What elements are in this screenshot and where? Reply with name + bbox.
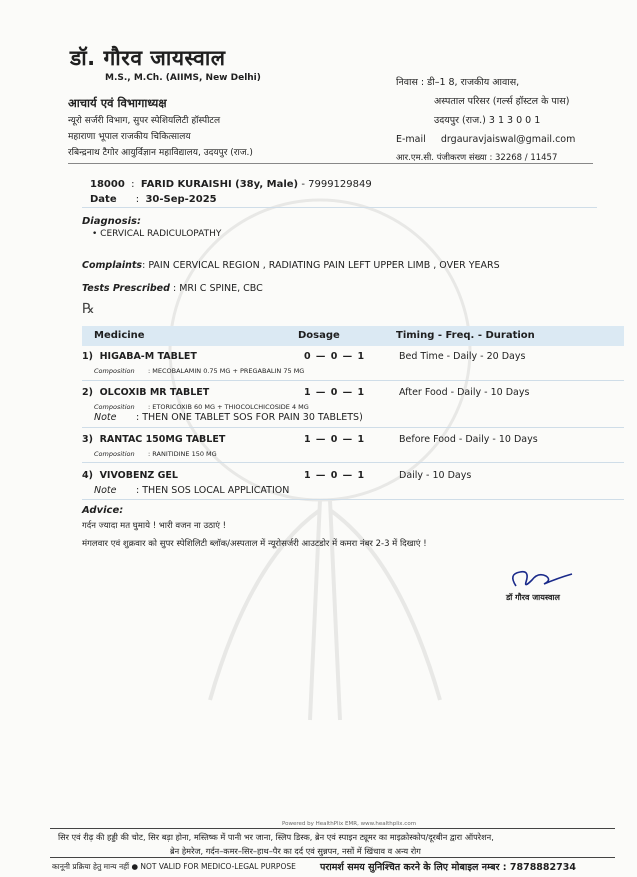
rx-icon: ℞ — [82, 301, 95, 317]
medicine-name: HIGABA-M TABLET — [99, 351, 197, 362]
medicine-note: Note : THEN SOS LOCAL APPLICATION — [94, 485, 290, 496]
signature-name: डॉ गौरव जायस्वाल — [506, 593, 560, 602]
patient-phone: 7999129849 — [308, 179, 372, 190]
tests-label: Tests Prescribed — [82, 283, 170, 294]
row-divider — [82, 499, 624, 500]
address-line-3: उदयपुर (राज.) 3 1 3 0 0 1 — [434, 115, 541, 126]
medicine-dosage: 1 — 0 — 1 — [304, 387, 366, 398]
complaints — [82, 260, 500, 271]
row-divider — [82, 427, 624, 428]
footer-divider — [50, 828, 615, 829]
diagnosis-heading: Diagnosis: — [82, 216, 141, 227]
footer-services-line-1: सिर एवं रीढ़ की हड्डी की चोट, सिर बड़ा होना, मस्तिष्क में पानी भर जाना, स्लिप डिस्क, ब्रेन एवं स्पाइन ट्यूमर का माइक्रोस्कोप/दूरबीन द्वारा ऑपरेशन, — [58, 832, 494, 842]
signature-icon — [506, 566, 576, 592]
medicine-table-header — [82, 326, 624, 346]
medicine-timing: Daily - 10 Days — [399, 470, 472, 481]
visit-date: 30-Sep-2025 — [145, 194, 217, 205]
address-line-2: अस्पताल परिसर (गर्ल्स हॉस्टल के पास) — [434, 96, 570, 107]
footer-divider — [50, 857, 615, 858]
complaints-text: : PAIN CERVICAL REGION , RADIATING PAIN LEFT UPPER LIMB , OVER YEARS — [142, 260, 500, 271]
footer-services-line-2: ब्रेन हेमरेज, गर्दन–कमर–सिर–हाथ–पैर का दर्द एवं सुन्नपन, नसों में खिंचाव व अन्य रोग — [170, 846, 421, 856]
row-divider — [82, 380, 624, 381]
medicine-dosage: 1 — 0 — 1 — [304, 434, 366, 445]
header-timing: Timing - Freq. - Duration — [396, 330, 535, 341]
medicine-name: RANTAC 150MG TABLET — [99, 434, 226, 445]
registration-number: आर.एम.सी. पंजीकरण संख्या : 32268 / 11457 — [396, 153, 558, 163]
header-divider — [68, 163, 593, 164]
legal-disclaimer: कानूनी प्रक्रिया हेतु मान्य नहीं ● NOT VALID FOR MEDICO-LEGAL PURPOSE — [52, 862, 296, 871]
patient-id: 18000 — [90, 179, 125, 190]
address-line-1: डी–1 8, राजकीय आवास, — [427, 77, 520, 88]
header-medicine: Medicine — [94, 330, 145, 341]
medicine-composition: Composition : MECOBALAMIN 0.75 MG + PREGABALIN 75 MG — [94, 367, 305, 375]
powered-by: Powered by HealthPlix EMR, www.healthplix.com — [282, 821, 417, 827]
medicine-name: VIVOBENZ GEL — [99, 470, 178, 481]
medicine-composition: Composition : ETORICOXIB 60 MG + THIOCOLCHICOSIDE 4 MG — [94, 403, 309, 411]
address-block — [396, 73, 575, 168]
diagnosis-item: • CERVICAL RADICULOPATHY — [92, 229, 222, 239]
medicine-timing: Before Food - Daily - 10 Days — [399, 434, 538, 445]
patient-divider — [82, 207, 597, 208]
date-label: Date — [90, 194, 117, 205]
advice-heading: Advice: — [82, 505, 124, 516]
medicine-dosage: 0 — 0 — 1 — [304, 351, 366, 362]
medicine-composition: Composition : RANITIDINE 150 MG — [94, 450, 217, 458]
email-link[interactable]: drgauravjaiswal@gmail.com — [440, 134, 576, 145]
header-dosage: Dosage — [298, 330, 340, 341]
medicine-name: OLCOXIB MR TABLET — [99, 387, 210, 398]
medicine-note: Note : THEN ONE TABLET SOS FOR PAIN 30 TABLETS) — [94, 412, 363, 423]
department-line-2: महाराणा भूपाल राजकीय चिकित्सालय — [68, 132, 191, 142]
complaints-label: Complaints — [82, 260, 143, 271]
medicine-timing: After Food - Daily - 10 Days — [399, 387, 530, 398]
medicine-dosage: 1 — 0 — 1 — [304, 470, 366, 481]
doctor-designation: आचार्य एवं विभागाध्यक्ष — [68, 96, 167, 110]
row-divider — [82, 462, 624, 463]
email-label: E-mail — [396, 134, 426, 145]
advice-line-1: गर्दन ज्यादा मत घुमाये ! भारी वजन ना उठाएं ! — [82, 521, 227, 531]
doctor-name: डॉ. गौरव जायस्वाल — [70, 46, 226, 70]
patient-info: 18000 : FARID KURAISHI (38y, Male) - 7999129849 Date : 30-Sep-2025 — [90, 179, 372, 205]
tests-text: : MRI C SPINE, CBC — [172, 283, 263, 294]
medicine-timing: Bed Time - Daily - 20 Days — [399, 351, 526, 362]
advice-line-2: मंगलवार एवं शुक्रवार को सुपर स्पेशिलिटी ब्लॉक/अस्पताल में न्यूरोसर्जरी आउटडोर में कमरा नंबर 2-3 में दिखाएं ! — [82, 539, 427, 549]
address-label: निवास : — [396, 77, 425, 88]
doctor-qualifications: M.S., M.Ch. (AIIMS, New Delhi) — [105, 73, 261, 83]
department-line-1: न्यूरो सर्जरी विभाग, सुपर स्पेशियलिटी हॉस्पीटल — [68, 116, 221, 126]
department-line-3: रबिन्द्रनाथ टैगोर आयुर्विज्ञान महाविद्यालय, उदयपुर (राज.) — [68, 148, 253, 158]
appointment-contact: परामर्श समय सुनिश्चित करने के लिए मोबाइल नम्बर : 7878882734 — [320, 862, 576, 873]
patient-name-age: FARID KURAISHI (38y, Male) — [140, 179, 299, 190]
tests-prescribed — [82, 283, 263, 294]
